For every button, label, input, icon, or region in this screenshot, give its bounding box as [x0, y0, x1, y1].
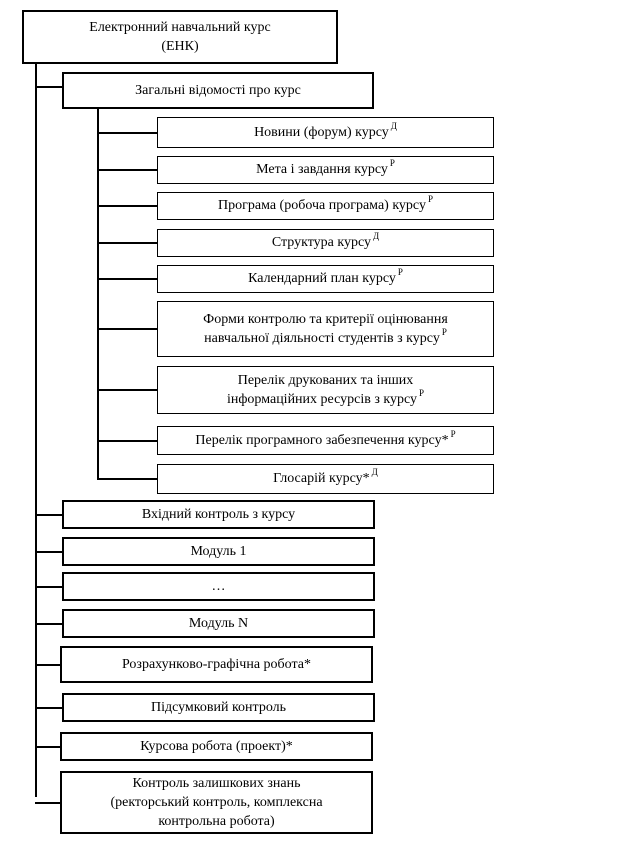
sub-item-text: Новини (форум) курсу — [254, 124, 389, 140]
main-item-box — [62, 693, 375, 722]
requirement-mark: Р — [427, 194, 433, 204]
main-item-box — [60, 646, 373, 683]
main-item-box — [62, 500, 375, 529]
sub-item-text: навчальної діяльності студентів з курсу — [204, 330, 440, 346]
connector-main-item — [35, 551, 62, 553]
connector-main-item — [35, 514, 62, 516]
sub-item-box — [157, 426, 494, 455]
connector-sub-item — [97, 328, 157, 330]
connector-main-item — [35, 586, 62, 588]
root-abbr: (ЕНК) — [161, 39, 199, 54]
root-title: Електронний навчальний курс — [89, 20, 271, 35]
connector-sub-item — [97, 478, 157, 480]
sub-item-text: Глосарій курсу* — [273, 471, 370, 486]
connector-sub-item — [97, 242, 157, 244]
main-item-box — [62, 572, 375, 601]
connector-sub-item — [97, 205, 157, 207]
sub-item-text: Перелік друкованих та інших — [237, 372, 414, 388]
main-item-text: Модуль N — [188, 616, 249, 631]
sub-item-box — [157, 117, 494, 148]
main-item-text: … — [211, 579, 226, 594]
connector-sub-item — [97, 278, 157, 280]
requirement-mark: Р — [397, 267, 403, 277]
connector-main-item — [35, 623, 62, 625]
connector-main-item — [35, 707, 62, 709]
sub-item-box — [157, 464, 494, 494]
connector-sub-item — [97, 389, 157, 391]
connector-sub-item — [97, 132, 157, 134]
connector-main-item — [35, 664, 60, 666]
connector-sub-item — [97, 440, 157, 442]
sub-item-box — [157, 229, 494, 257]
sub-item-text: Перелік програмного забезпечення курсу* — [195, 432, 449, 448]
connector-main-item — [35, 802, 60, 804]
general-info-label: Загальні відомості про курс — [135, 83, 301, 98]
sub-item-box — [157, 265, 494, 293]
main-item-text: Контроль залишкових знань — [132, 776, 301, 791]
sub-item-text: Календарний план курсу — [248, 271, 396, 286]
main-item-text: Курсова робота (проект)* — [140, 739, 293, 754]
main-item-box — [60, 771, 373, 834]
main-item-text: Модуль 1 — [190, 544, 247, 559]
main-item-text: Підсумковий контроль — [150, 700, 287, 715]
requirement-mark: Д — [373, 231, 380, 241]
requirement-mark: Р — [450, 428, 456, 439]
sub-item-box — [157, 366, 494, 414]
requirement-mark: Р — [441, 326, 447, 337]
main-item-text: Розрахунково-графічна робота* — [121, 657, 311, 672]
sub-trunk-line — [97, 109, 99, 478]
main-trunk-line — [35, 63, 37, 797]
sub-item-box — [157, 156, 494, 184]
sub-item-text: Програма (робоча програма) курсу — [218, 198, 426, 213]
sub-item-text: Форми контролю та критерії оцінювання — [203, 311, 448, 327]
requirement-mark: Д — [390, 120, 397, 131]
requirement-mark: Р — [389, 158, 395, 168]
sub-item-text: Структура курсу — [271, 235, 371, 250]
main-item-text: Вхідний контроль з курсу — [141, 507, 296, 522]
connector-main-item — [35, 746, 60, 748]
general-info-box — [62, 72, 374, 109]
requirement-mark: Р — [419, 387, 425, 398]
sub-item-box — [157, 301, 494, 357]
main-item-box — [60, 732, 373, 761]
main-item-box — [62, 609, 375, 638]
sub-item-text: Мета і завдання курсу — [256, 162, 388, 177]
sub-item-text: інформаційних ресурсів з курсу — [226, 391, 418, 407]
main-item-text: контрольна робота) — [158, 814, 275, 829]
root-course-box — [22, 10, 338, 64]
main-item-text: (ректорський контроль, комплексна — [110, 795, 323, 810]
main-item-box — [62, 537, 375, 566]
connector-sub-item — [97, 169, 157, 171]
connector-general — [35, 86, 63, 88]
requirement-mark: Д — [371, 467, 378, 477]
sub-item-box — [157, 192, 494, 220]
